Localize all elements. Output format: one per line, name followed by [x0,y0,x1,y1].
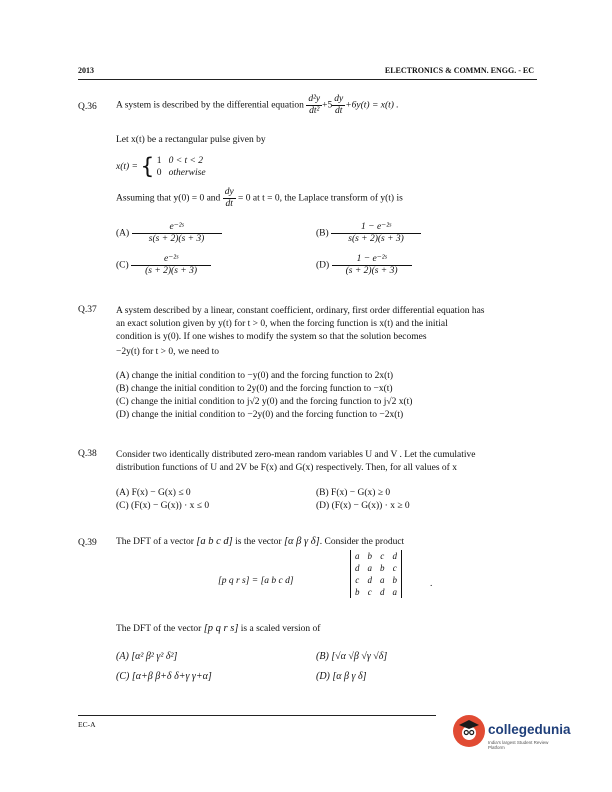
q36-number: Q.36 [78,102,97,112]
q39-option-a: (A) [α² β² γ² δ²] [116,651,178,662]
q36-frac-dy: $\frac{dy}{dt}$ [334,94,344,116]
footer-rule [78,715,436,716]
q38-option-c: (C) (F(x) − G(x)) · x ≤ 0 [116,501,210,511]
q36-stem-text: A system is described by the differential equation [116,100,304,111]
q37-stem: A system described by a linear, constant coefficient, ordinary, first order differential equation has an exact solution given by y(t) for t > 0, when the forcing function is x(t) and the initial condition is y(0). If one wishes to modify the system so that the solution becomes −2y(t) for t > 0, we need to [116,306,485,357]
q39-circulant-matrix: a b c d d a b c c d a b b c d a [350,550,402,598]
graduate-icon [452,714,486,748]
q36-let: Let x(t) be a rectangular pulse given by [116,135,266,145]
q37-option-d: (D) change the initial condition to −2y(0) and the forcing function to −2x(t) [116,410,404,420]
q38-option-b: (B) F(x) − G(x) ≥ 0 [316,488,391,498]
q36-assumption: Assuming that y(0) = 0 and $\frac{dy}{dt}$ = 0 at t = 0, the Laplace transform of y(t) is [116,187,403,209]
q36-option-c: (C) $\frac{\text{e⁻²ˢ}}{(s + 2)(s + 3)}$ [116,254,211,277]
q37-options [116,370,536,422]
q39-stem: The DFT of a vector [a b c d] is the vector [α β γ δ]. Consider the product [116,536,405,547]
q39-scaled: The DFT of the vector [p q r s] is a scaled version of [116,623,321,634]
footer-code: EC-A [78,720,96,729]
q36-piecewise: x(t) = { 1 0 < t < 2 0 otherwise [116,154,206,180]
q36-option-a: (A) $\frac{\text{e⁻²ˢ}}{s(s + 2)(s + 3)}$ [116,222,222,245]
brand-tagline: India's largest Student Review Platform [488,740,549,750]
q37-option-c: (C) change the initial condition to j√2 y(0) and the forcing function to j√2 x(t) [116,397,413,407]
q37-number: Q.37 [78,305,97,315]
header-year: 2013 [78,66,94,75]
collegedunia-logo [452,712,571,762]
q39-number: Q.39 [78,538,97,548]
q38-stem: Consider two identically distributed zero-mean random variables U and V . Let the cumulative distribution functions of U and 2V be F(x) and G(x) respectively. Then, for all values of x [116,450,476,473]
q36-frac-d2y: $\frac{\text{d²y}}{\text{dt²}}$ [308,94,321,116]
q36-option-d: (D) $\frac{\text{1 − e⁻²ˢ}}{(s + 2)(s + 3)}$ [316,254,412,277]
q36-stem: A system is described by the differential equation $\frac{\text{d²y}}{\text{dt²}}$ +5 $\frac{dy}{dt}$ +6y(t) = x(t) . [116,94,399,116]
q36-option-b: (B) $\frac{\text{1 − e⁻²ˢ}}{s(s + 2)(s + 3)}$ [316,222,421,245]
q38-option-d: (D) (F(x) − G(x)) · x ≥ 0 [316,501,410,511]
q38-number: Q.38 [78,449,97,459]
q38-option-a: (A) F(x) − G(x) ≤ 0 [116,488,191,498]
q37-option-a: (A) change the initial condition to −y(0) and the forcing function to 2x(t) [116,371,394,381]
q37-option-b: (B) change the initial condition to 2y(0) and the forcing function to −x(t) [116,384,393,394]
q39-option-d: (D) [α β γ δ] [316,671,367,682]
brand-name: collegedunia [488,722,571,737]
header-subject: ELECTRONICS & COMMN. ENGG. - EC [384,66,534,75]
q39-option-c: (C) [α+β β+δ δ+γ γ+α] [116,671,212,682]
q39-product-lhs: [p q r s] = [a b c d] [218,576,294,586]
q39-option-b: (B) [√α √β √γ √δ] [316,651,388,662]
header-rule [78,79,537,80]
